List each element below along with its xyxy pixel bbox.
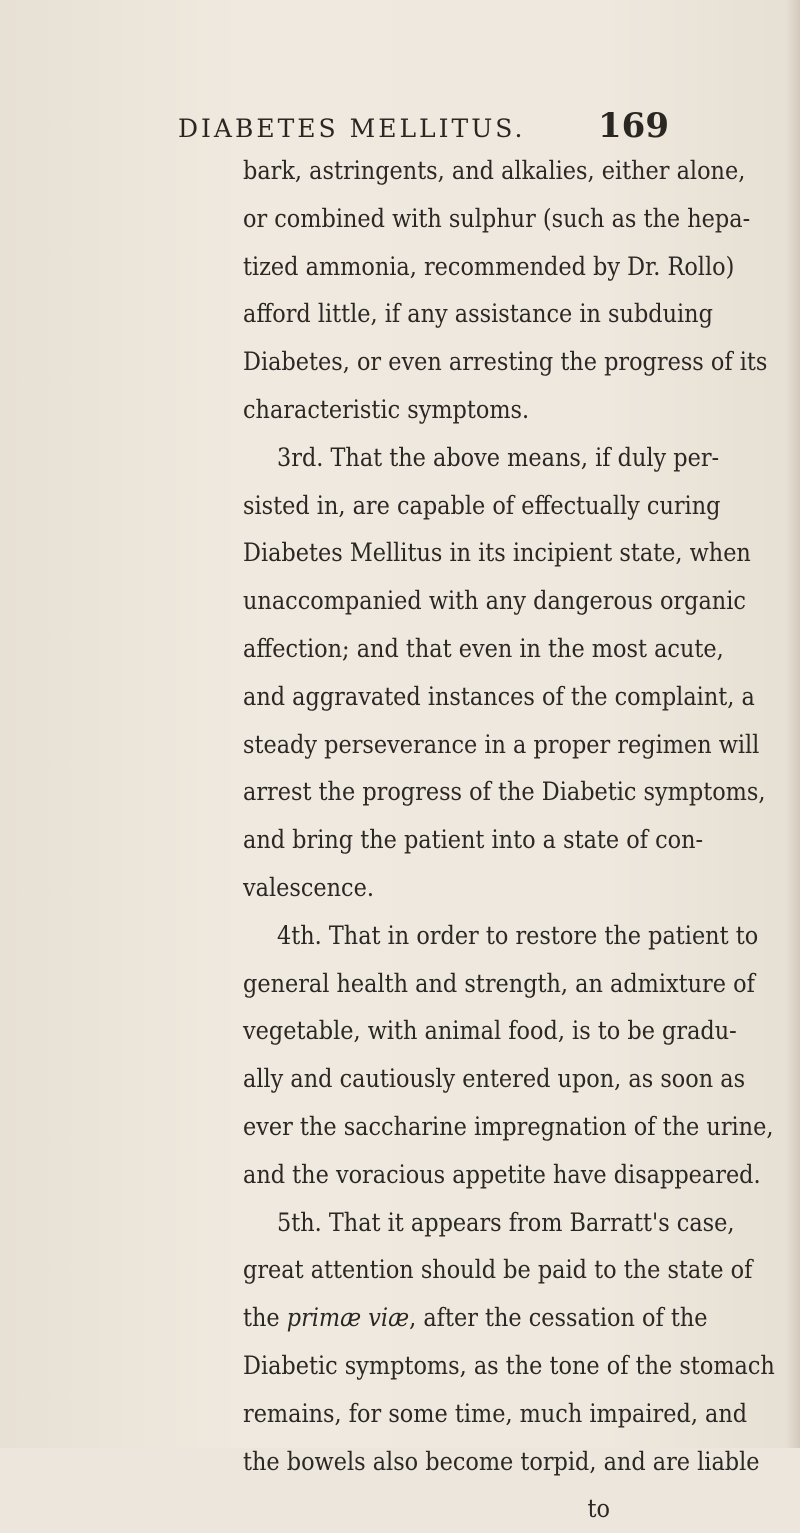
text-line: ally and cautiously entered upon, as soon as — [243, 1064, 746, 1094]
line-segment: the — [243, 1303, 287, 1333]
text-line: characteristic symptoms. — [243, 394, 530, 424]
page-edge-shadow — [786, 0, 800, 1448]
text-line: Diabetes, or even arresting the progress of its — [243, 347, 768, 377]
paragraph-start-line: 4th. That in order to restore the patient to — [277, 920, 759, 950]
text-line: or combined with sulphur (such as the hepa- — [243, 203, 751, 233]
paragraph-start-line: 5th. That it appears from Barratt's case, — [277, 1207, 735, 1237]
text-line: arrest the progress of the Diabetic symptoms, — [243, 777, 766, 807]
text-line: steady perseverance in a proper regimen will — [243, 729, 760, 759]
text-line: Diabetes Mellitus in its incipient state, when — [243, 538, 751, 568]
text-line: unaccompanied with any dangerous organic — [243, 586, 746, 616]
text-line: affection; and that even in the most acute, — [243, 633, 724, 663]
text-line: and aggravated instances of the complaint, a — [243, 681, 755, 711]
text-line: afford little, if any assistance in subduing — [243, 299, 713, 329]
catchword: to — [587, 1494, 610, 1524]
text-line: Diabetic symptoms, as the tone of the stomach — [243, 1350, 775, 1380]
text-line: tized ammonia, recommended by Dr. Rollo) — [243, 251, 735, 281]
text-line: and bring the patient into a state of con- — [243, 825, 704, 855]
text-line-with-italic — [243, 1294, 708, 1342]
running-head: DIABETES MELLITUS. — [178, 114, 526, 143]
text-line: vegetable, with animal food, is to be gradu- — [243, 1016, 737, 1046]
italic-phrase: primæ viæ — [286, 1303, 410, 1333]
text-line: ever the saccharine impregnation of the urine, — [243, 1111, 774, 1141]
text-line: and the voracious appetite have disappeared. — [243, 1159, 761, 1189]
page-number: 169 — [598, 106, 669, 146]
text-line: sisted in, are capable of effectually curing — [243, 490, 721, 520]
text-line: remains, for some time, much impaired, and — [243, 1398, 748, 1428]
line-segment: , after the cessation of the — [409, 1303, 708, 1333]
text-line: valescence. — [243, 872, 374, 902]
paragraph-start-line: 3rd. That the above means, if duly per- — [277, 442, 720, 472]
text-line: bark, astringents, and alkalies, either alone, — [243, 156, 746, 185]
body-text — [243, 147, 775, 1533]
text-line: general health and strength, an admixture of — [243, 968, 755, 998]
text-line: the bowels also become torpid, and are liable — [243, 1446, 760, 1476]
text-line: great attention should be paid to the state of — [243, 1255, 753, 1285]
